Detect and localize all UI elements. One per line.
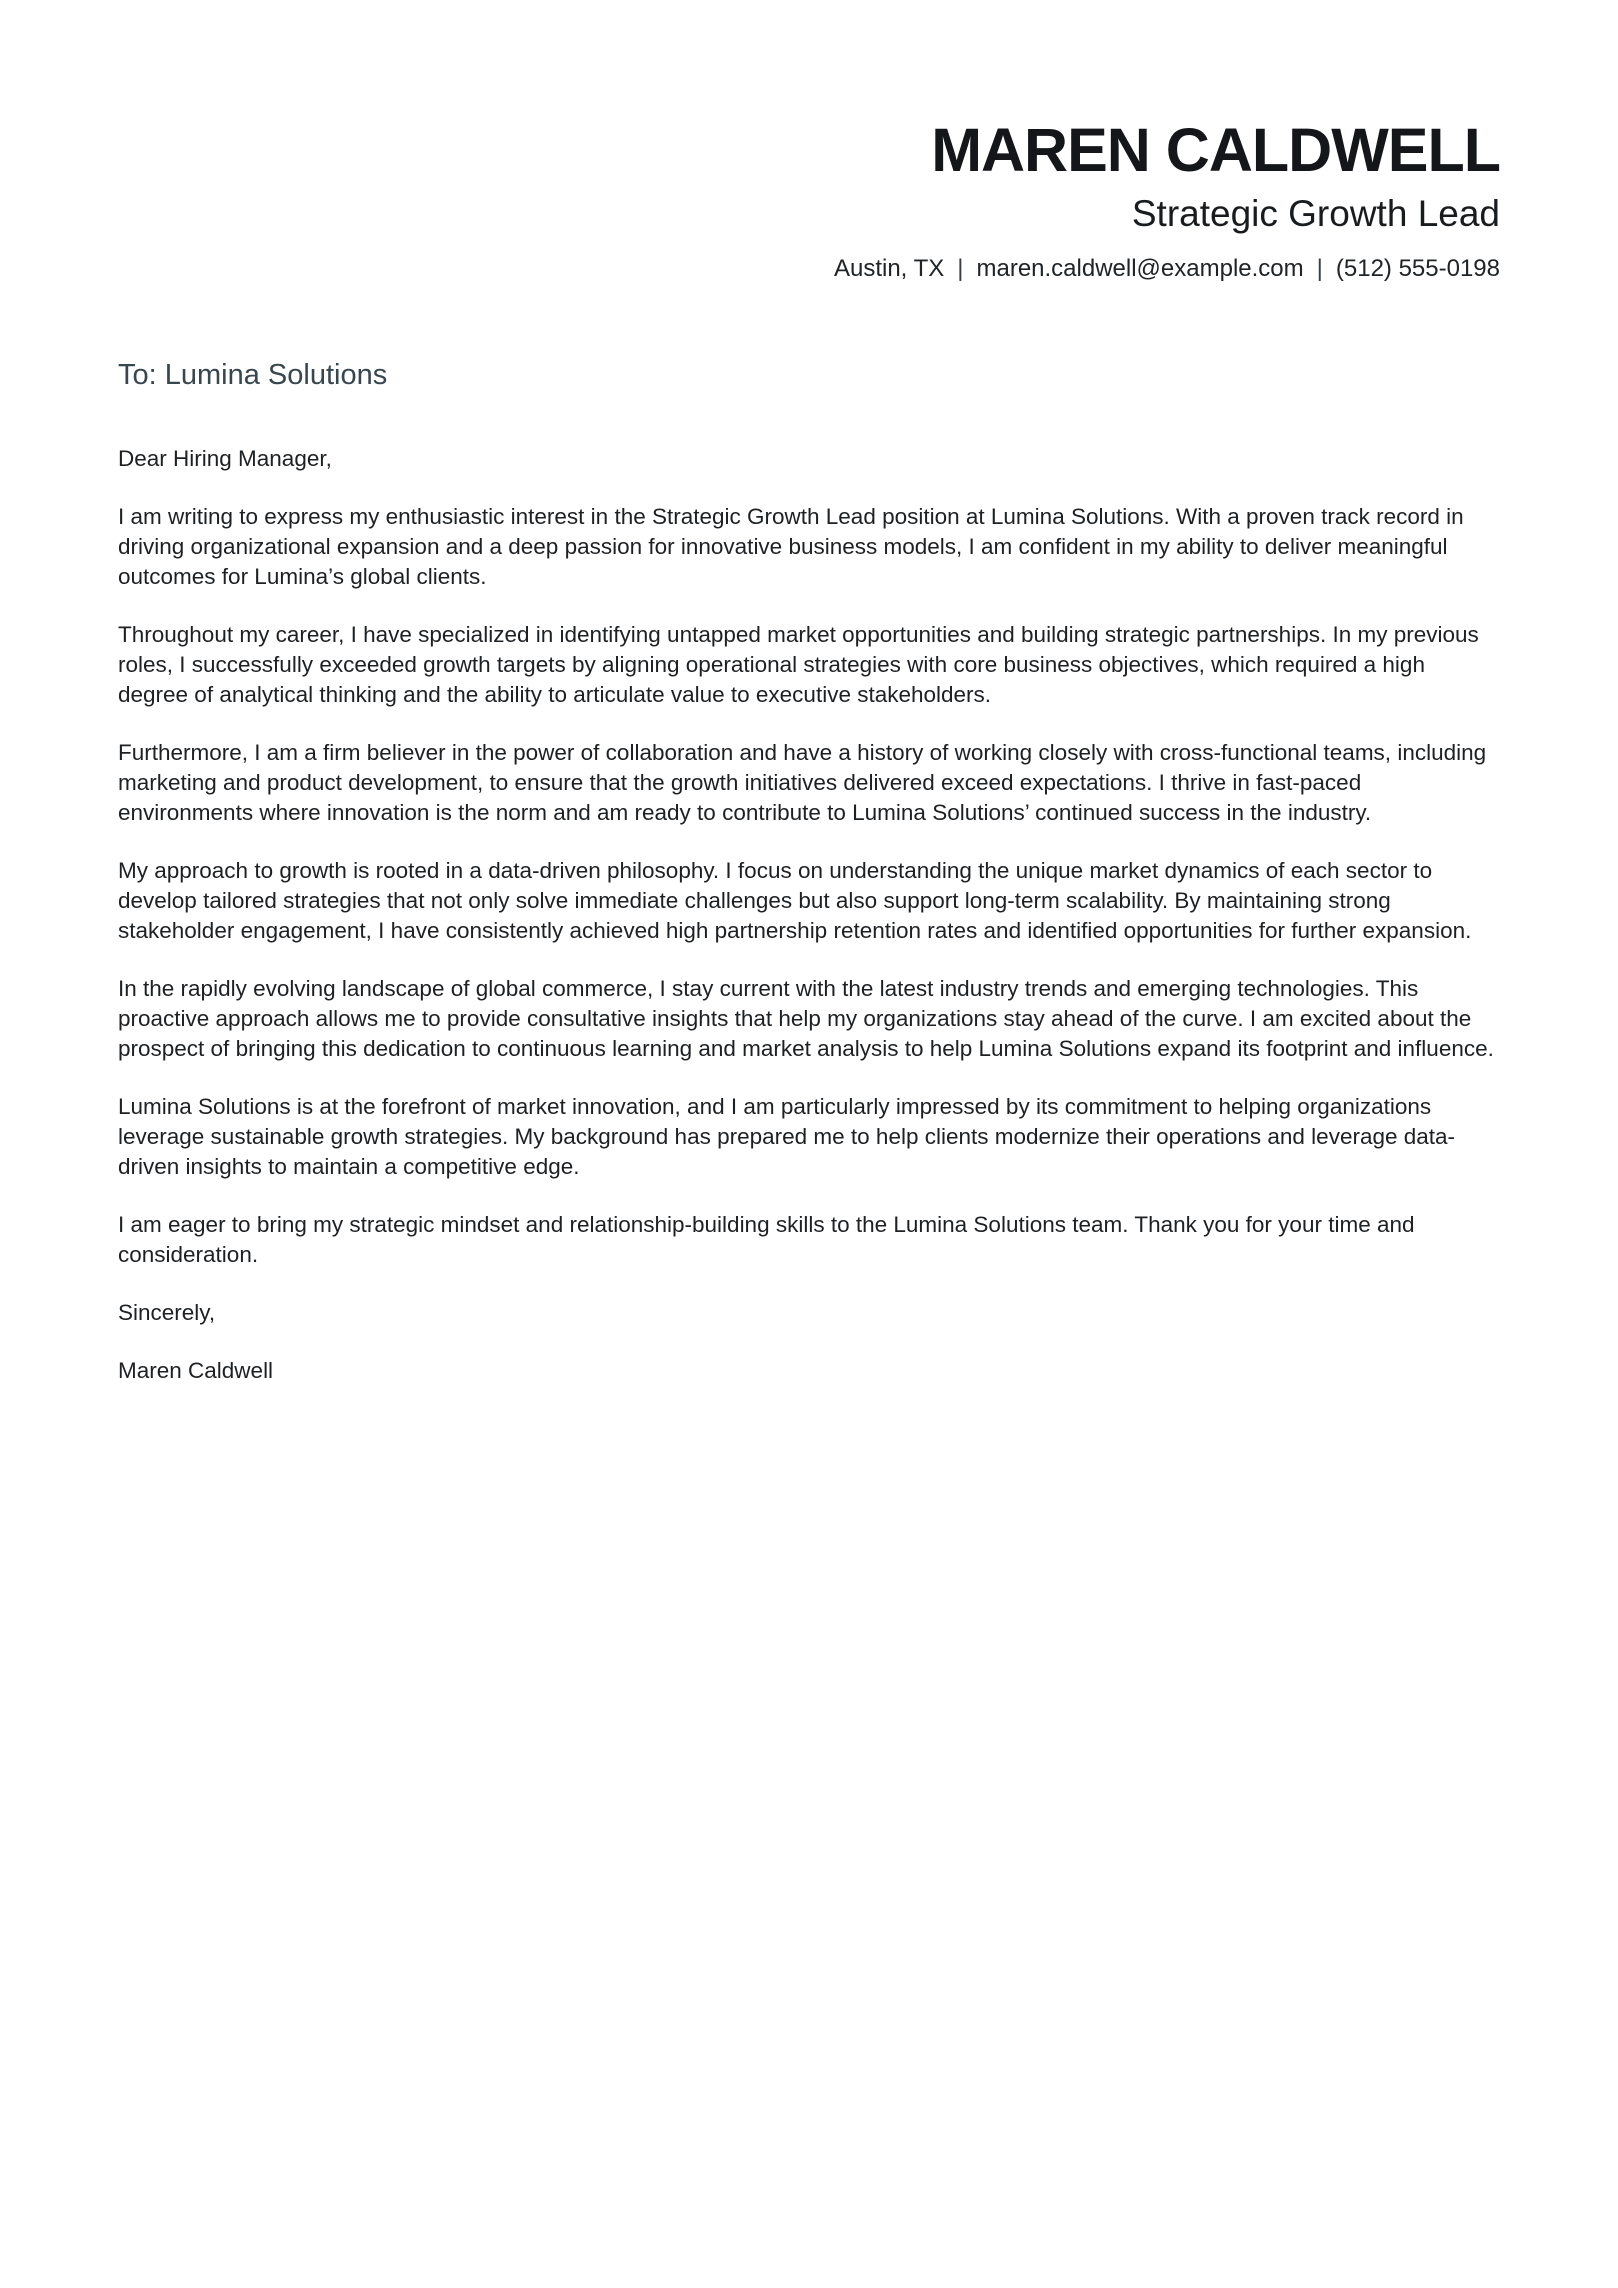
letter-paragraph: I am eager to bring my strategic mindset and relationship-building skills to the Lumina Solutions team. Thank you for your time and consideration. xyxy=(118,1212,1415,1267)
contact-location: Austin, TX xyxy=(833,254,945,282)
recipient-line: To: Lumina Solutions xyxy=(118,359,388,391)
closing: Sincerely, xyxy=(118,1300,216,1325)
contact-phone: (512) 555-0198 xyxy=(1335,254,1500,282)
letter-paragraph: I am writing to express my enthusiastic interest in the Strategic Growth Lead position at Lumina Solutions. With a proven track record in driving organizational expansion and a deep passion for innovative business models, I am confident in my ability to deliver meaningful outcomes for Lumina’s global clients. xyxy=(118,504,1464,589)
candidate-title: Strategic Growth Lead xyxy=(1131,193,1500,235)
letter-paragraph: In the rapidly evolving landscape of global commerce, I stay current with the latest industry trends and emerging technologies. This proactive approach allows me to provide consultative insights that help my organizations stay ahead of the curve. I am excited about the prospect of bringing this dedication to continuous learning and market analysis to help Lumina Solutions expand its footprint and influence. xyxy=(118,976,1494,1061)
letter-paragraph: Lumina Solutions is at the forefront of market innovation, and I am particularly impressed by its commitment to helping organizations leverage sustainable growth strategies. My background has prepared me to help clients modernize their operations and leverage data-driven insights to maintain a competitive edge. xyxy=(118,1094,1456,1179)
signature: Maren Caldwell xyxy=(118,1358,274,1383)
letter-paragraph: Furthermore, I am a firm believer in the power of collaboration and have a history of working closely with cross-functional teams, including marketing and product development, to ensure that the growth initiatives delivered exceed expectations. I thrive in fast-paced environments where innovation is the norm and am ready to contribute to Lumina Solutions’ continued success in the industry. xyxy=(118,740,1487,825)
contact-separator: | xyxy=(957,254,964,282)
contact-separator: | xyxy=(1316,254,1323,282)
candidate-name: MAREN CALDWELL xyxy=(931,116,1500,184)
letter-paragraph: Throughout my career, I have specialized in identifying untapped market opportunities and building strategic partnerships. In my previous roles, I successfully exceeded growth targets by aligning operational strategies with core business objectives, which required a high degree of analytical thinking and the ability to articulate value to executive stakeholders. xyxy=(118,622,1479,707)
letter-body xyxy=(118,355,1500,1414)
letter-paragraph: My approach to growth is rooted in a data-driven philosophy. I focus on understanding the unique market dynamics of each sector to develop tailored strategies that not only solve immediate challenges but also support long-term scalability. By maintaining strong stakeholder engagement, I have consistently achieved high partnership retention rates and identified opportunities for further expansion. xyxy=(118,858,1472,943)
contact-line xyxy=(834,254,1500,284)
contact-email: maren.caldwell@example.com xyxy=(976,254,1304,282)
letter-header xyxy=(834,116,1500,284)
salutation: Dear Hiring Manager, xyxy=(118,446,332,471)
